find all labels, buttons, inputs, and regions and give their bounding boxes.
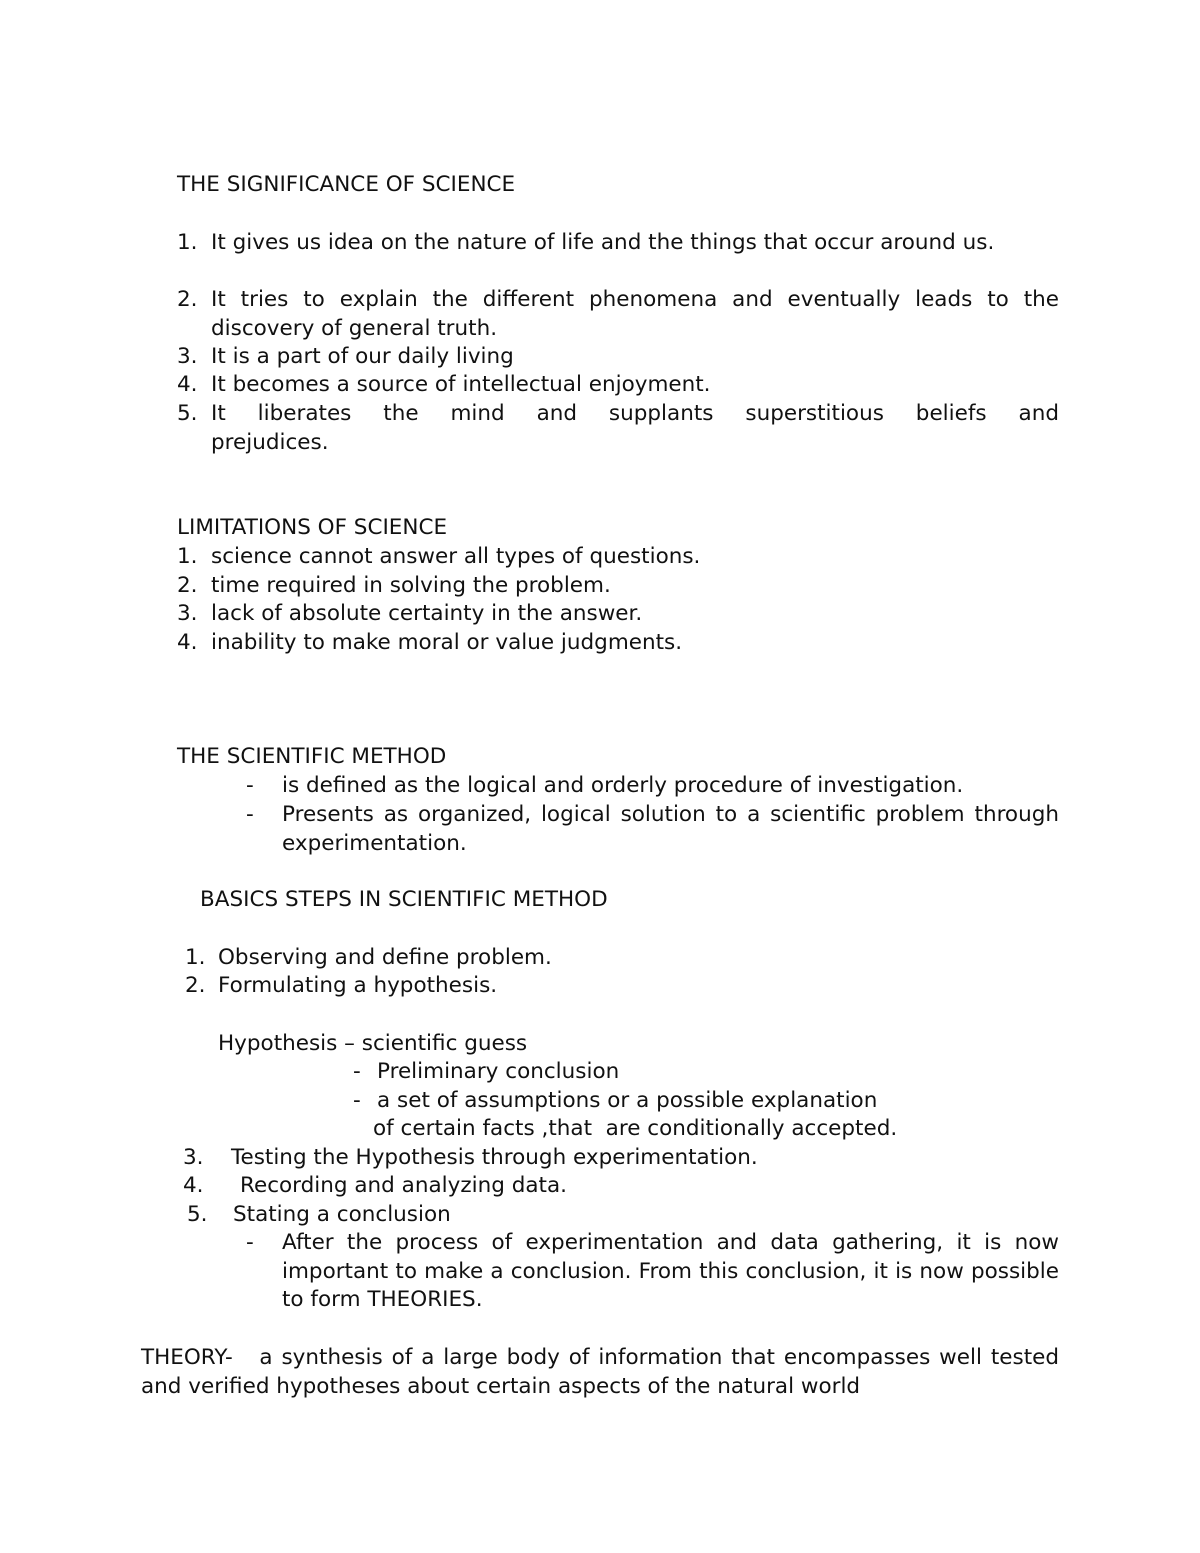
list-item-number: 5. <box>177 401 198 426</box>
list-item-number: 2. <box>177 287 198 312</box>
list-item-text: It is a part of our daily living <box>211 344 514 369</box>
list-item-number: 3. <box>183 1145 204 1170</box>
list-item-text: science cannot answer all types of questions. <box>211 544 701 569</box>
bullet-text: is defined as the logical and orderly procedure of investigation. <box>282 773 964 798</box>
list-item-number: 4. <box>177 630 198 655</box>
bullet-dash: - <box>246 802 254 827</box>
list-item-text: It gives us idea on the nature of life and the things that occur around us. <box>211 230 995 255</box>
list-item-number: 3. <box>177 601 198 626</box>
list-item-number: 2. <box>185 973 206 998</box>
list-item-text: inability to make moral or value judgments. <box>211 630 683 655</box>
method-heading: THE SCIENTIFIC METHOD <box>177 744 447 769</box>
list-item-number: 1. <box>185 945 206 970</box>
bullet-text-continuation: of certain facts ,that are conditionally accepted. <box>373 1116 898 1141</box>
bullet-dash: - <box>246 773 254 798</box>
bullet-dash: - <box>353 1059 361 1084</box>
bullet-dash: - <box>353 1088 361 1113</box>
list-item-number: 4. <box>177 372 198 397</box>
list-item-text: lack of absolute certainty in the answer. <box>211 601 643 626</box>
list-item-text: It tries to explain the different phenomena and eventually leads to the discovery of general truth. <box>211 287 1059 341</box>
bullet-dash: - <box>246 1230 254 1255</box>
theory-paragraph: THEORY- a synthesis of a large body of information that encompasses well tested and verified hypotheses about certain aspects of the natural world <box>141 1345 1066 1399</box>
list-item-number: 2. <box>177 573 198 598</box>
list-item-number: 4. <box>183 1173 204 1198</box>
significance-heading: THE SIGNIFICANCE OF SCIENCE <box>177 172 516 197</box>
list-item-number: 1. <box>177 544 198 569</box>
list-item-number: 3. <box>177 344 198 369</box>
steps-heading: BASICS STEPS IN SCIENTIFIC METHOD <box>200 887 608 912</box>
bullet-text: Preliminary conclusion <box>377 1059 620 1084</box>
bullet-text: After the process of experimentation and data gathering, it is now important to make a conclusion. From this conclusion, it is now possible to form THEORIES. <box>282 1230 1059 1313</box>
list-item-text: Testing the Hypothesis through experimentation. <box>231 1145 758 1170</box>
bullet-text: a set of assumptions or a possible explanation <box>377 1088 878 1113</box>
list-item-text: Formulating a hypothesis. <box>218 973 498 998</box>
list-item-text: It becomes a source of intellectual enjoyment. <box>211 372 711 397</box>
hypothesis-definition: Hypothesis – scientific guess <box>218 1031 528 1056</box>
list-item-text: It liberates the mind and supplants superstitious beliefs and prejudices. <box>211 401 1059 455</box>
bullet-text: Presents as organized, logical solution to a scientific problem through experimentation. <box>282 802 1059 856</box>
list-item-text: Recording and analyzing data. <box>240 1173 567 1198</box>
limitations-heading: LIMITATIONS OF SCIENCE <box>177 515 448 540</box>
list-item-number: 1. <box>177 230 198 255</box>
list-item-text: Observing and define problem. <box>218 945 552 970</box>
list-item-text: Stating a conclusion <box>233 1202 451 1227</box>
list-item-text: time required in solving the problem. <box>211 573 611 598</box>
list-item-number: 5. <box>187 1202 208 1227</box>
